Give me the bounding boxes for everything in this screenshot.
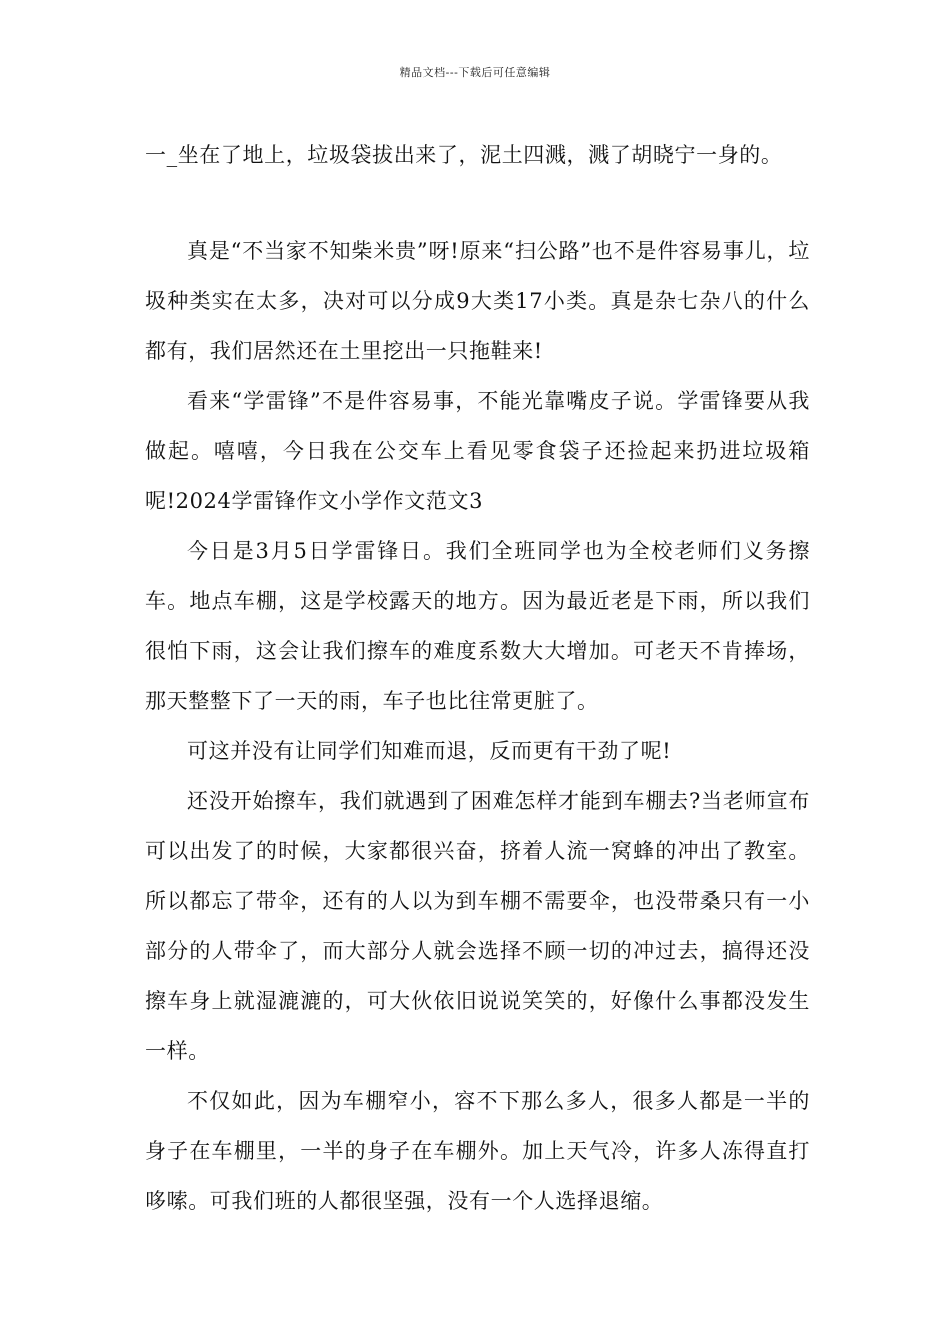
paragraph: 不仅如此，因为车棚窄小，容不下那么多人，很多人都是一半的身子在车棚里，一半的身子在车棚外。加上天气冷，许多人冻得直打哆嗦。可我们班的人都很坚强，没有一个人选择退缩。 bbox=[145, 1089, 810, 1213]
paragraph: 真是“不当家不知柴米贵”呀!原来“扫公路”也不是件容易事儿，垃圾种类实在太多，决对可以分成9大类17小类。真是杂七杂八的什么都有，我们居然还在土里挖出一只拖鞋来! bbox=[145, 239, 810, 363]
page-header: 精品文档---下载后可任意编辑 bbox=[399, 66, 551, 79]
paragraph: 看来“学雷锋”不是件容易事，不能光靠嘴皮子说。学雷锋要从我做起。嘻嘻，今日我在公交车上看见零食袋子还捡起来扔进垃圾箱呢!2024学雷锋作文小学作文范文3 bbox=[145, 389, 810, 513]
main-text-block bbox=[145, 226, 810, 1226]
paragraph: 还没开始擦车，我们就遇到了困难怎样才能到车棚去?当老师宣布可以出发了的时候，大家都很兴奋，挤着人流一窝蜂的冲出了教室。所以都忘了带伞，还有的人以为到车棚不需要伞，也没带桑只有一小部分的人带伞了，而大部分人就会选择不顾一切的冲过去，搞得还没擦车身上就湿漉漉的，可大伙依旧说说笑笑的，好像什么事都没发生一样。 bbox=[145, 789, 810, 1063]
paragraph-continued: 一_坐在了地上，垃圾袋拔出来了，泥土四溅，溅了胡晓宁一身的。 bbox=[145, 143, 783, 167]
paragraph: 今日是3月5日学雷锋日。我们全班同学也为全校老师们义务擦车。地点车棚，这是学校露天的地方。因为最近老是下雨，所以我们很怕下雨，这会让我们擦车的难度系数大大增加。可老天不肯捧场，那天整整下了一天的雨，车子也比往常更脏了。 bbox=[145, 539, 810, 713]
continued-paragraph-block bbox=[145, 130, 810, 180]
paragraph: 可这并没有让同学们知难而退，反而更有干劲了呢! bbox=[187, 739, 672, 763]
